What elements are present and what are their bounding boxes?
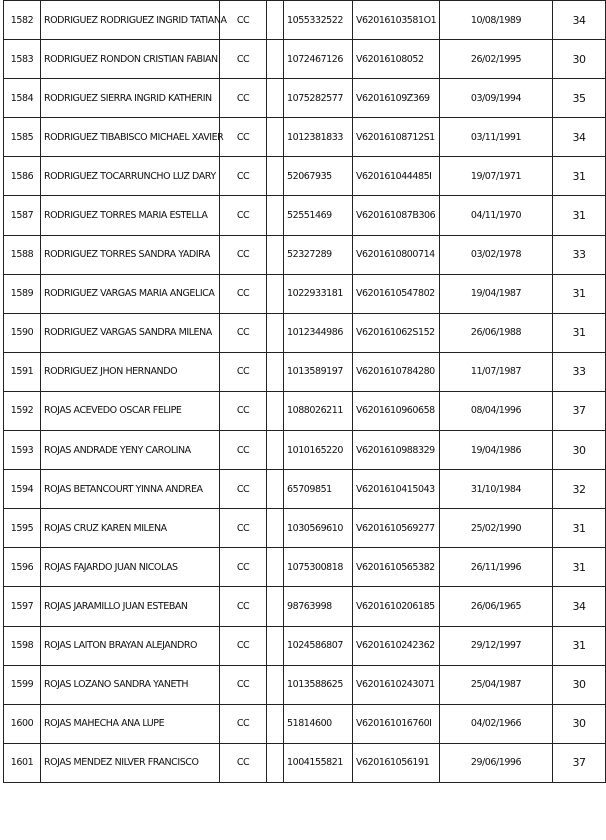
registration-code-cell: V6201610988329	[353, 431, 440, 470]
table-row	[4, 352, 606, 391]
birth-date-cell: 29/06/1996	[440, 743, 553, 782]
document-number-cell: 98763998	[284, 587, 353, 626]
table-row	[4, 157, 606, 196]
column-spacer	[267, 626, 284, 665]
column-spacer	[267, 743, 284, 782]
registration-code-cell: V62016108052	[353, 40, 440, 79]
row-number-cell: 1587	[4, 196, 41, 235]
document-number-cell: 1030569610	[284, 509, 353, 548]
registration-code-cell: V6201610243071	[353, 665, 440, 704]
document-type-cell: CC	[220, 352, 267, 391]
birth-date-cell: 19/04/1987	[440, 274, 553, 313]
row-number-cell: 1601	[4, 743, 41, 782]
document-number-cell: 52327289	[284, 235, 353, 274]
column-spacer	[267, 665, 284, 704]
table-row	[4, 743, 606, 782]
registration-code-cell: V6201610784280	[353, 352, 440, 391]
birth-date-cell: 03/09/1994	[440, 79, 553, 118]
document-type-cell: CC	[220, 1, 267, 40]
person-name-cell: ROJAS CRUZ KAREN MILENA	[41, 509, 220, 548]
row-number-cell: 1590	[4, 313, 41, 352]
age-cell: 31	[553, 626, 606, 665]
row-number-cell: 1585	[4, 118, 41, 157]
document-number-cell: 1013588625	[284, 665, 353, 704]
row-number-cell: 1600	[4, 704, 41, 743]
person-name-cell: RODRIGUEZ SIERRA INGRID KATHERIN	[41, 79, 220, 118]
column-spacer	[267, 196, 284, 235]
age-cell: 32	[553, 470, 606, 509]
document-type-cell: CC	[220, 391, 267, 430]
document-type-cell: CC	[220, 470, 267, 509]
column-spacer	[267, 157, 284, 196]
row-number-cell: 1599	[4, 665, 41, 704]
column-spacer	[267, 79, 284, 118]
document-type-cell: CC	[220, 665, 267, 704]
registration-code-cell: V6201610415043	[353, 470, 440, 509]
birth-date-cell: 25/04/1987	[440, 665, 553, 704]
registration-code-cell: V6201610569277	[353, 509, 440, 548]
person-name-cell: RODRIGUEZ TORRES SANDRA YADIRA	[41, 235, 220, 274]
table-row	[4, 431, 606, 470]
column-spacer	[267, 587, 284, 626]
person-name-cell: ROJAS LOZANO SANDRA YANETH	[41, 665, 220, 704]
row-number-cell: 1588	[4, 235, 41, 274]
birth-date-cell: 31/10/1984	[440, 470, 553, 509]
document-number-cell: 1072467126	[284, 40, 353, 79]
birth-date-cell: 26/11/1996	[440, 548, 553, 587]
row-number-cell: 1582	[4, 1, 41, 40]
age-cell: 31	[553, 157, 606, 196]
table-row	[4, 665, 606, 704]
column-spacer	[267, 352, 284, 391]
birth-date-cell: 26/02/1995	[440, 40, 553, 79]
registration-code-cell: V620161056191	[353, 743, 440, 782]
registration-code-cell: V620161062S152	[353, 313, 440, 352]
table-row	[4, 704, 606, 743]
document-page	[3, 0, 586, 836]
column-spacer	[267, 118, 284, 157]
registration-code-cell: V620161087B306	[353, 196, 440, 235]
registration-code-cell: V6201610960658	[353, 391, 440, 430]
column-spacer	[267, 548, 284, 587]
row-number-cell: 1597	[4, 587, 41, 626]
age-cell: 35	[553, 79, 606, 118]
roster-table	[3, 0, 606, 783]
person-name-cell: RODRIGUEZ TORRES MARIA ESTELLA	[41, 196, 220, 235]
person-name-cell: RODRIGUEZ VARGAS SANDRA MILENA	[41, 313, 220, 352]
birth-date-cell: 19/04/1986	[440, 431, 553, 470]
person-name-cell: RODRIGUEZ TIBABISCO MICHAEL XAVIER	[41, 118, 220, 157]
row-number-cell: 1596	[4, 548, 41, 587]
age-cell: 33	[553, 235, 606, 274]
person-name-cell: ROJAS FAJARDO JUAN NICOLAS	[41, 548, 220, 587]
age-cell: 31	[553, 548, 606, 587]
row-number-cell: 1592	[4, 391, 41, 430]
column-spacer	[267, 391, 284, 430]
row-number-cell: 1584	[4, 79, 41, 118]
document-number-cell: 1012381833	[284, 118, 353, 157]
registration-code-cell: V62016109Z369	[353, 79, 440, 118]
birth-date-cell: 26/06/1988	[440, 313, 553, 352]
document-number-cell: 1075300818	[284, 548, 353, 587]
table-row	[4, 235, 606, 274]
age-cell: 30	[553, 704, 606, 743]
person-name-cell: RODRIGUEZ RONDON CRISTIAN FABIAN	[41, 40, 220, 79]
age-cell: 34	[553, 587, 606, 626]
document-type-cell: CC	[220, 587, 267, 626]
row-number-cell: 1586	[4, 157, 41, 196]
table-row	[4, 79, 606, 118]
document-number-cell: 1024586807	[284, 626, 353, 665]
column-spacer	[267, 313, 284, 352]
table-row	[4, 548, 606, 587]
age-cell: 34	[553, 1, 606, 40]
age-cell: 31	[553, 313, 606, 352]
person-name-cell: ROJAS LAITON BRAYAN ALEJANDRO	[41, 626, 220, 665]
table-row	[4, 118, 606, 157]
document-number-cell: 51814600	[284, 704, 353, 743]
registration-code-cell: V6201610565382	[353, 548, 440, 587]
document-number-cell: 1088026211	[284, 391, 353, 430]
document-number-cell: 65709851	[284, 470, 353, 509]
column-spacer	[267, 40, 284, 79]
document-type-cell: CC	[220, 704, 267, 743]
age-cell: 30	[553, 665, 606, 704]
registration-code-cell: V62016103581O1	[353, 1, 440, 40]
birth-date-cell: 04/02/1966	[440, 704, 553, 743]
person-name-cell: ROJAS MENDEZ NILVER FRANCISCO	[41, 743, 220, 782]
person-name-cell: ROJAS JARAMILLO JUAN ESTEBAN	[41, 587, 220, 626]
document-type-cell: CC	[220, 40, 267, 79]
document-type-cell: CC	[220, 235, 267, 274]
age-cell: 37	[553, 743, 606, 782]
column-spacer	[267, 235, 284, 274]
document-type-cell: CC	[220, 79, 267, 118]
birth-date-cell: 04/11/1970	[440, 196, 553, 235]
row-number-cell: 1583	[4, 40, 41, 79]
person-name-cell: RODRIGUEZ VARGAS MARIA ANGELICA	[41, 274, 220, 313]
age-cell: 37	[553, 391, 606, 430]
document-number-cell: 52551469	[284, 196, 353, 235]
row-number-cell: 1591	[4, 352, 41, 391]
table-row	[4, 391, 606, 430]
table-row	[4, 40, 606, 79]
age-cell: 34	[553, 118, 606, 157]
registration-code-cell: V6201610800714	[353, 235, 440, 274]
table-row	[4, 626, 606, 665]
document-type-cell: CC	[220, 548, 267, 587]
birth-date-cell: 08/04/1996	[440, 391, 553, 430]
birth-date-cell: 03/11/1991	[440, 118, 553, 157]
age-cell: 33	[553, 352, 606, 391]
document-number-cell: 52067935	[284, 157, 353, 196]
document-number-cell: 1010165220	[284, 431, 353, 470]
document-type-cell: CC	[220, 313, 267, 352]
row-number-cell: 1598	[4, 626, 41, 665]
birth-date-cell: 03/02/1978	[440, 235, 553, 274]
person-name-cell: ROJAS ACEVEDO OSCAR FELIPE	[41, 391, 220, 430]
birth-date-cell: 29/12/1997	[440, 626, 553, 665]
table-row	[4, 587, 606, 626]
age-cell: 31	[553, 274, 606, 313]
birth-date-cell: 11/07/1987	[440, 352, 553, 391]
row-number-cell: 1594	[4, 470, 41, 509]
document-number-cell: 1004155821	[284, 743, 353, 782]
registration-code-cell: V62016108712S1	[353, 118, 440, 157]
person-name-cell: RODRIGUEZ JHON HERNANDO	[41, 352, 220, 391]
table-row	[4, 1, 606, 40]
person-name-cell: ROJAS BETANCOURT YINNA ANDREA	[41, 470, 220, 509]
birth-date-cell: 26/06/1965	[440, 587, 553, 626]
registration-code-cell: V620161044485I	[353, 157, 440, 196]
person-name-cell: ROJAS MAHECHA ANA LUPE	[41, 704, 220, 743]
row-number-cell: 1593	[4, 431, 41, 470]
column-spacer	[267, 470, 284, 509]
document-type-cell: CC	[220, 196, 267, 235]
birth-date-cell: 10/08/1989	[440, 1, 553, 40]
registration-code-cell: V620161016760I	[353, 704, 440, 743]
document-type-cell: CC	[220, 431, 267, 470]
age-cell: 30	[553, 40, 606, 79]
document-type-cell: CC	[220, 509, 267, 548]
document-type-cell: CC	[220, 157, 267, 196]
document-number-cell: 1022933181	[284, 274, 353, 313]
table-row	[4, 274, 606, 313]
birth-date-cell: 19/07/1971	[440, 157, 553, 196]
column-spacer	[267, 274, 284, 313]
column-spacer	[267, 431, 284, 470]
birth-date-cell: 25/02/1990	[440, 509, 553, 548]
document-number-cell: 1075282577	[284, 79, 353, 118]
document-number-cell: 1013589197	[284, 352, 353, 391]
registration-code-cell: V6201610242362	[353, 626, 440, 665]
age-cell: 31	[553, 196, 606, 235]
registration-code-cell: V6201610547802	[353, 274, 440, 313]
person-name-cell: RODRIGUEZ TOCARRUNCHO LUZ DARY	[41, 157, 220, 196]
document-type-cell: CC	[220, 118, 267, 157]
row-number-cell: 1589	[4, 274, 41, 313]
registration-code-cell: V6201610206185	[353, 587, 440, 626]
table-row	[4, 509, 606, 548]
document-type-cell: CC	[220, 274, 267, 313]
row-number-cell: 1595	[4, 509, 41, 548]
roster-body	[4, 1, 606, 783]
document-type-cell: CC	[220, 743, 267, 782]
document-number-cell: 1012344986	[284, 313, 353, 352]
age-cell: 30	[553, 431, 606, 470]
column-spacer	[267, 509, 284, 548]
table-row	[4, 470, 606, 509]
person-name-cell: ROJAS ANDRADE YENY CAROLINA	[41, 431, 220, 470]
document-type-cell: CC	[220, 626, 267, 665]
person-name-cell: RODRIGUEZ RODRIGUEZ INGRID TATIANA	[41, 1, 220, 40]
table-row	[4, 313, 606, 352]
table-row	[4, 196, 606, 235]
age-cell: 31	[553, 509, 606, 548]
column-spacer	[267, 1, 284, 40]
document-number-cell: 1055332522	[284, 1, 353, 40]
column-spacer	[267, 704, 284, 743]
